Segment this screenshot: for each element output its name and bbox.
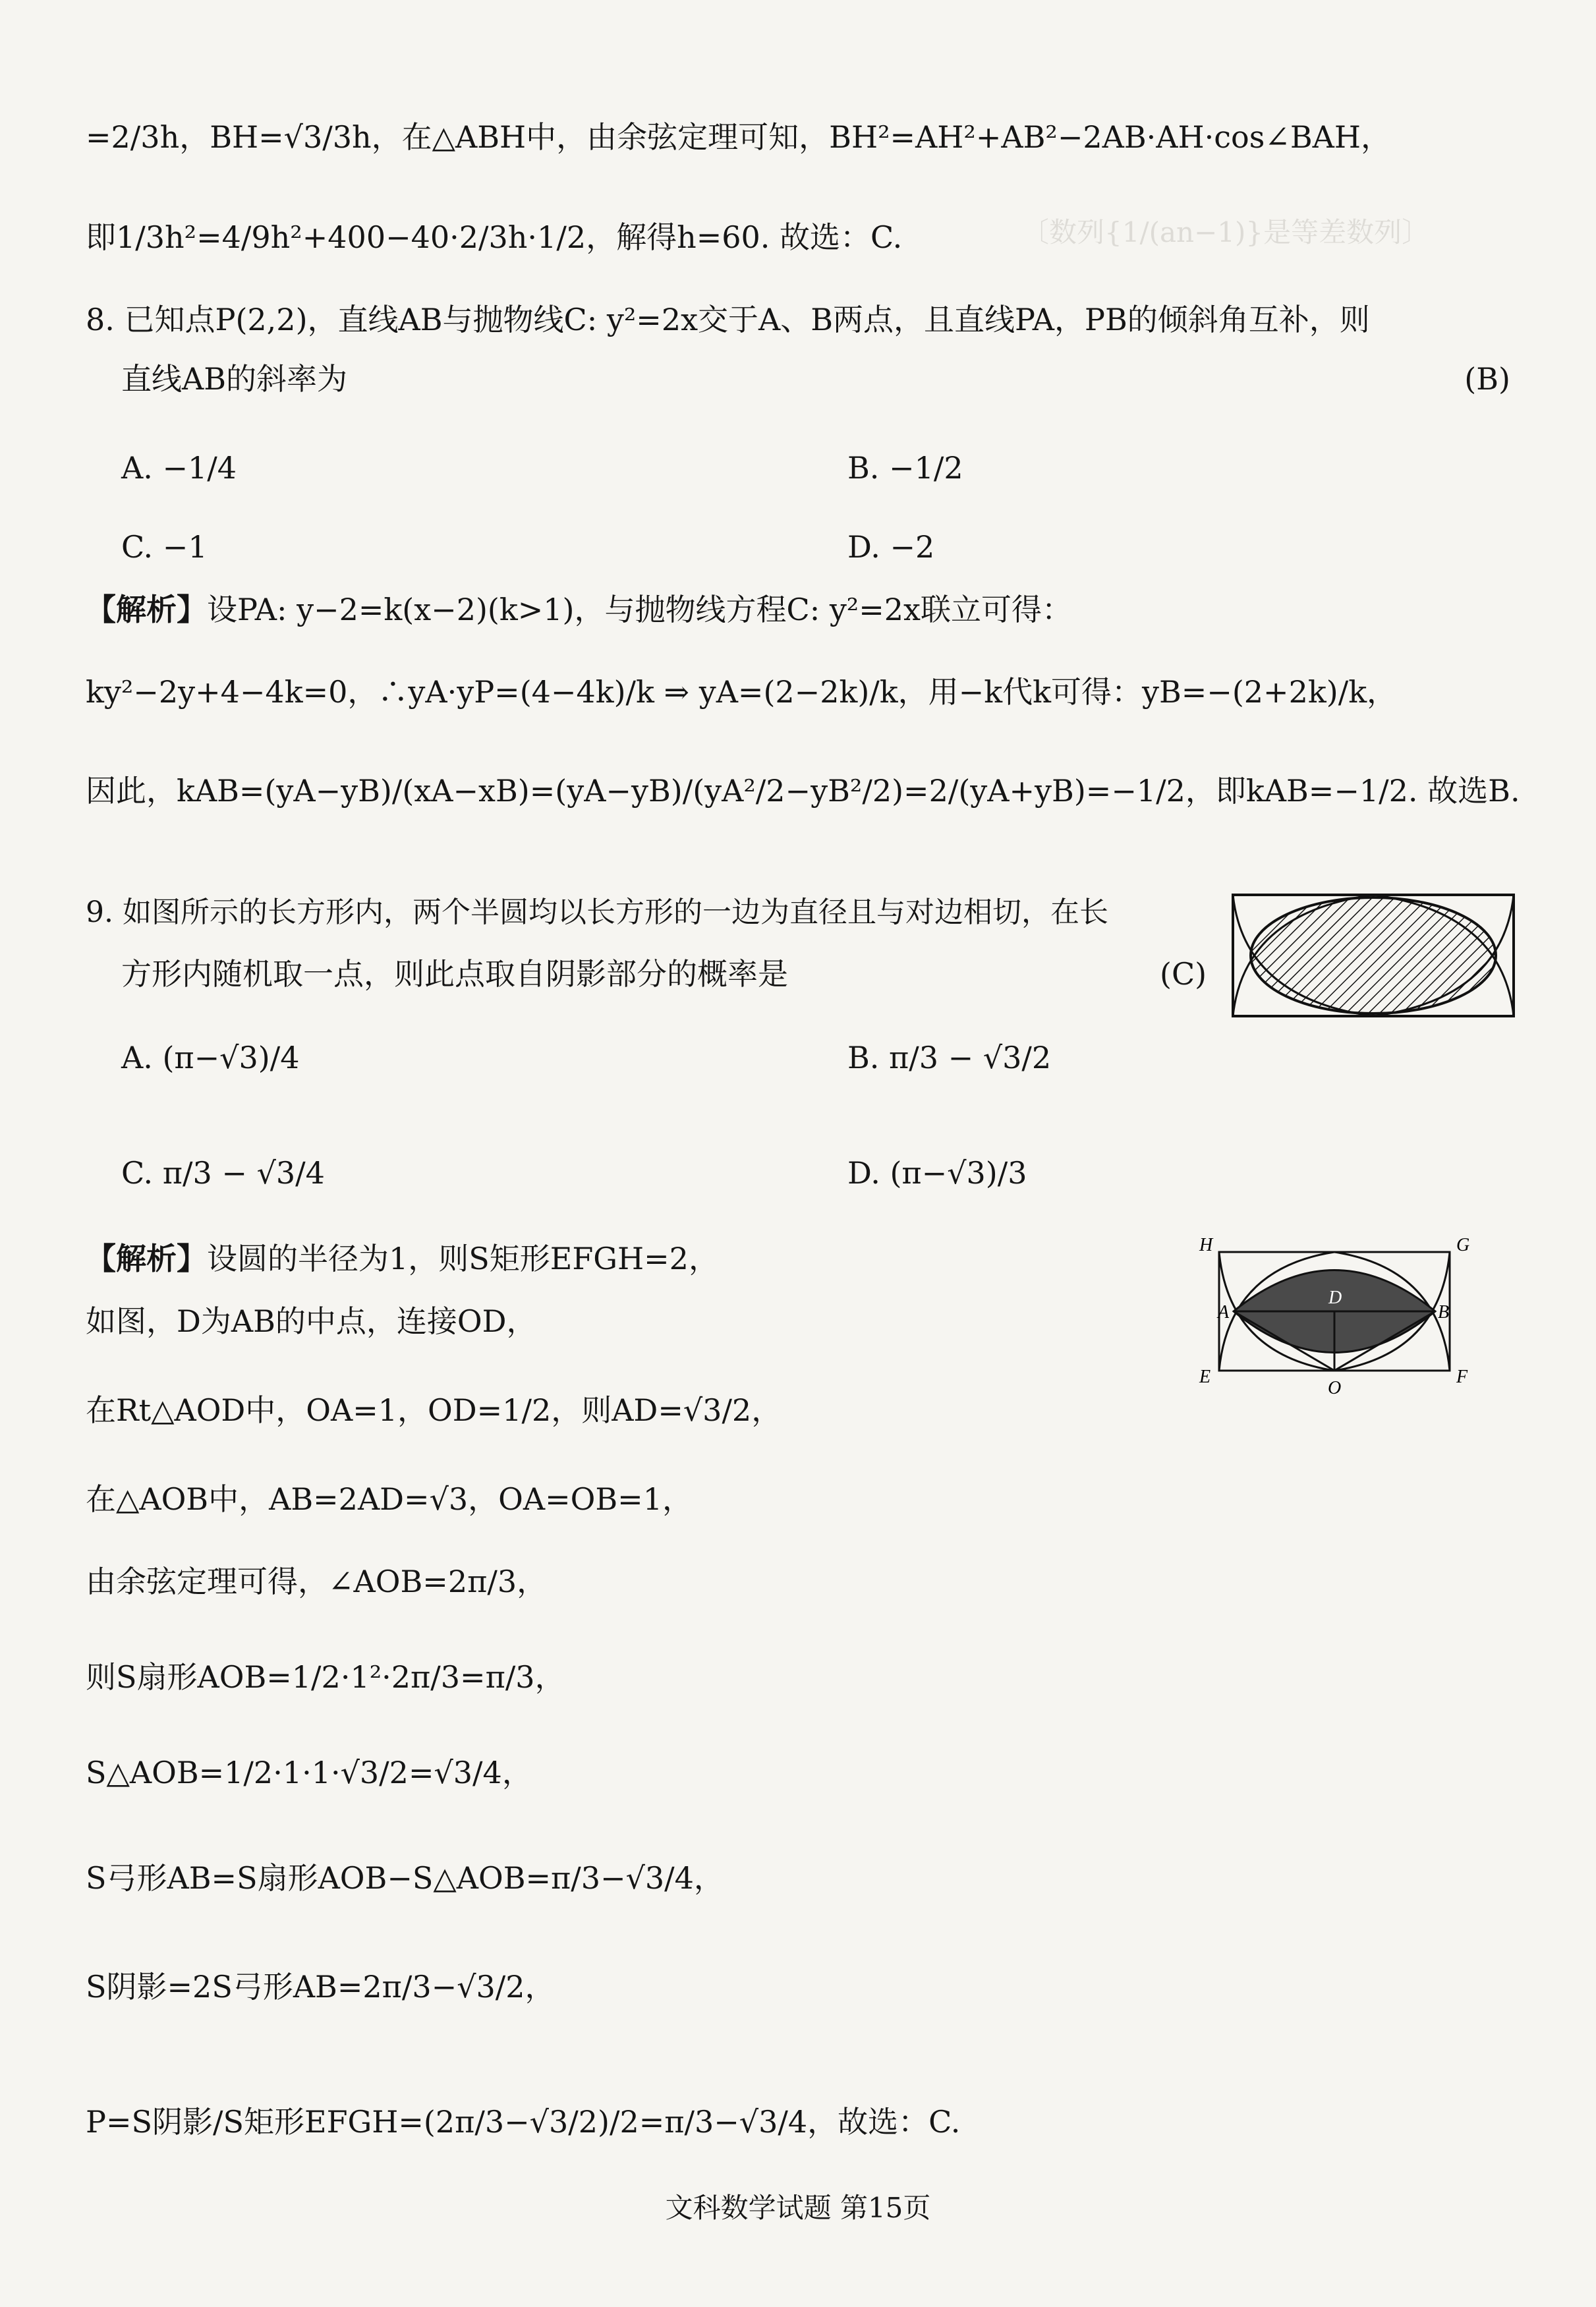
label-h: H bbox=[1199, 1235, 1213, 1255]
q9-solution-7: S△AOB=1/2·1·1·√3/2=√3/4， bbox=[86, 1755, 532, 1790]
bleed-through: 〔数列{1/(an−1)}是等差数列〕 bbox=[1021, 216, 1430, 248]
label-e: E bbox=[1199, 1367, 1211, 1387]
q9-stem-2: 方形内随机取一点，则此点取自阴影部分的概率是 bbox=[121, 956, 788, 992]
q8-option-c: C. −1 bbox=[121, 529, 208, 565]
q9-solution-2: 如图，D为AB的中点，连接OD， bbox=[86, 1303, 537, 1339]
q8-option-b: B. −1/2 bbox=[847, 450, 963, 486]
q9-solution-1: 设圆的半径为1，则S矩形EFGH=2， bbox=[207, 1241, 719, 1276]
q8-solution-1: 设PA: y−2=k(x−2)(k>1)，与抛物线方程C: y²=2x联立可得： bbox=[207, 592, 1072, 627]
q9-analysis-tag: 【解析】 bbox=[86, 1241, 207, 1276]
q9-option-c: C. π/3 − √3/4 bbox=[121, 1155, 325, 1191]
page-footer: 文科数学试题 第15页 bbox=[665, 2192, 931, 2224]
q9-stem-1: 9. 如图所示的长方形内，两个半圆均以长方形的一边为直径且与对边相切，在长 bbox=[86, 896, 1108, 929]
q8-analysis-tag: 【解析】 bbox=[86, 592, 207, 627]
q8-solution-2: ky²−2y+4−4k=0，∴yA·yP=(4−4k)/k ⇒ yA=(2−2k)/k，用−k代k可得：yB=−(2+2k)/k， bbox=[86, 674, 1398, 710]
q8-stem-1: 8. 已知点P(2,2)，直线AB与抛物线C: y²=2x交于A、B两点，且直线PA，PB的倾斜角互补，则 bbox=[86, 302, 1370, 337]
q8-answer: (B) bbox=[1464, 361, 1510, 397]
label-f: F bbox=[1456, 1367, 1468, 1387]
q9-option-a: A. (π−√3)/4 bbox=[121, 1040, 300, 1075]
q8-solution-3: 因此，kAB=(yA−yB)/(xA−xB)=(yA−yB)/(yA²/2−yB²/2)=2/(yA+yB)=−1/2，即kAB=−1/2. 故选B. bbox=[86, 773, 1520, 809]
top-line-2: 即1/3h²=4/9h²+400−40·2/3h·1/2，解得h=60. 故选：C. bbox=[86, 219, 903, 255]
q9-solution-5: 由余弦定理可得，∠AOB=2π/3， bbox=[86, 1564, 548, 1599]
q8-stem-2: 直线AB的斜率为 bbox=[121, 361, 348, 397]
label-g: G bbox=[1456, 1235, 1470, 1255]
q9-solution-8: S弓形AB=S扇形AOB−S△AOB=π/3−√3/4， bbox=[86, 1860, 724, 1896]
q9-option-d: D. (π−√3)/3 bbox=[847, 1155, 1027, 1191]
label-b: B bbox=[1438, 1302, 1450, 1323]
q9-solution-9: S阴影=2S弓形AB=2π/3−√3/2， bbox=[86, 1969, 556, 2005]
q9-solution-3: 在Rt△AOD中，OA=1，OD=1/2，则AD=√3/2， bbox=[86, 1392, 782, 1428]
label-d: D bbox=[1328, 1288, 1342, 1308]
q8-option-a: A. −1/4 bbox=[121, 450, 237, 486]
q9-answer: (C) bbox=[1160, 956, 1207, 992]
q8-option-d: D. −2 bbox=[847, 529, 935, 565]
q9-solution-figure bbox=[1193, 1232, 1476, 1404]
top-line-1: =2/3h，BH=√3/3h，在△ABH中，由余弦定理可知，BH²=AH²+AB²−2AB·AH·cos∠BAH， bbox=[86, 119, 1391, 155]
q9-solution-4: 在△AOB中，AB=2AD=√3，OA=OB=1， bbox=[86, 1481, 693, 1517]
q9-figure-hatched bbox=[1231, 893, 1516, 1018]
label-o: O bbox=[1328, 1378, 1342, 1398]
q9-solution-6: 则S扇形AOB=1/2·1²·2π/3=π/3， bbox=[86, 1659, 565, 1695]
label-a: A bbox=[1218, 1302, 1230, 1323]
q9-option-b: B. π/3 − √3/2 bbox=[847, 1040, 1052, 1075]
q9-solution-10: P=S阴影/S矩形EFGH=(2π/3−√3/2)/2=π/3−√3/4，故选：C. bbox=[86, 2104, 961, 2140]
